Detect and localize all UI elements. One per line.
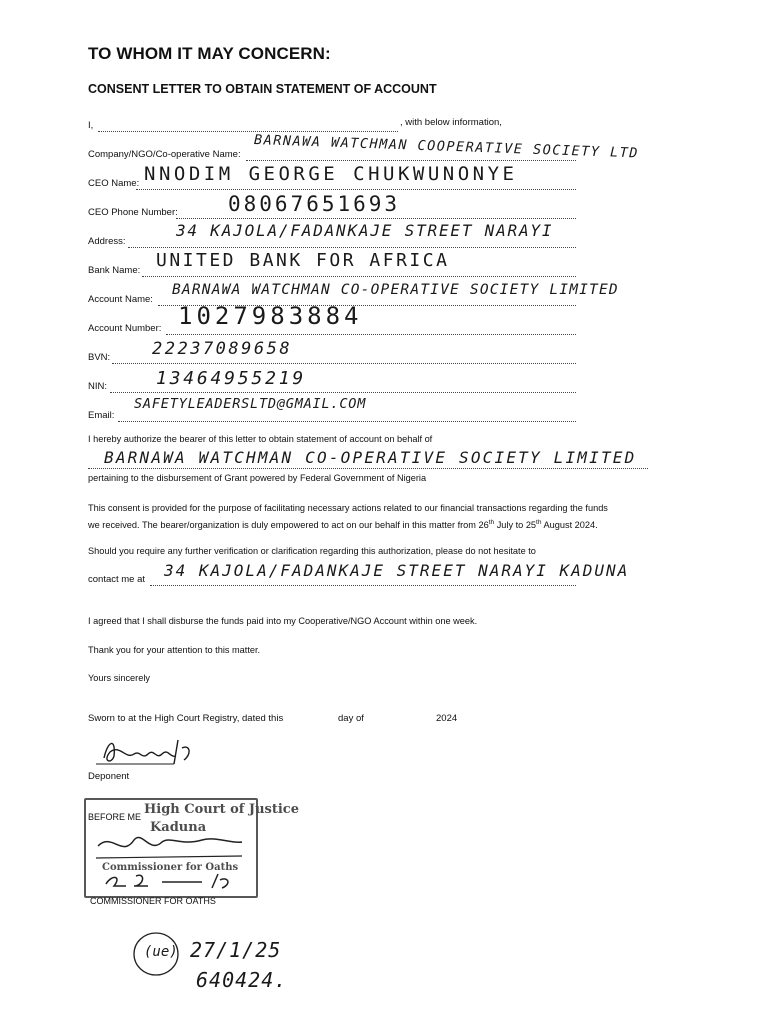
sworn-year: 2024 (436, 713, 458, 724)
bvn-value: 22237089658 (152, 339, 293, 359)
intro-name-line (98, 131, 398, 132)
annotation-initials: (ue) (144, 944, 178, 960)
authorize-entity-value: BARNAWA WATCHMAN CO-OPERATIVE SOCIETY LIMITED (104, 448, 637, 467)
sworn-day-of: day of (338, 713, 364, 724)
commissioner-label: COMMISSIONER FOR OATHS (90, 896, 216, 906)
ceo-name-line (136, 189, 576, 190)
intro-prefix: I, (88, 120, 94, 131)
ceo-phone-value: 08067651693 (228, 192, 401, 216)
account-number-value: 1027983884 (178, 302, 363, 330)
bank-name-label: Bank Name: (88, 265, 141, 276)
ceo-name-label: CEO Name: (88, 178, 140, 189)
disburse-text: I agreed that I shall disburse the funds paid into my Cooperative/NGO Account within one week. (88, 616, 478, 626)
email-line (118, 421, 576, 422)
bank-name-line (142, 276, 576, 277)
ceo-phone-label: CEO Phone Number: (88, 207, 178, 218)
bvn-line (112, 363, 576, 364)
annotation-date: 27/1/25 (190, 938, 282, 962)
address-label: Address: (88, 236, 126, 247)
account-name-label: Account Name: (88, 294, 153, 305)
thanks-text: Thank you for your attention to this matter. (88, 645, 261, 655)
letter-subheading: CONSENT LETTER TO OBTAIN STATEMENT OF ACCOUNT (88, 82, 437, 96)
verification-text: Should you require any further verification or clarification regarding this authorization, please do not hesitate to (88, 546, 536, 556)
address-value: 34 KAJOLA/FADANKAJE STREET NARAYI (176, 221, 554, 240)
intro-suffix: , with below information, (400, 117, 502, 128)
company-line (246, 160, 576, 161)
bvn-label: BVN: (88, 352, 111, 363)
email-label: Email: (88, 410, 115, 421)
bank-name-value: UNITED BANK FOR AFRICA (156, 250, 450, 271)
account-name-value: BARNAWA WATCHMAN CO-OPERATIVE SOCIETY LIMITED (172, 282, 619, 298)
consent-line-1: This consent is provided for the purpose of facilitating necessary actions related to our financial transactions regarding the funds (88, 503, 608, 513)
company-value: BARNAWA WATCHMAN COOPERATIVE SOCIETY LTD (253, 132, 640, 162)
authorize-line (88, 468, 648, 469)
company-label: Company/NGO/Co-operative Name: (88, 149, 241, 160)
stamp-line-3: Commissioner for Oaths (102, 862, 239, 873)
contact-label: contact me at (88, 574, 146, 585)
consent-line-2: we received. The bearer/organization is duly empowered to act on our behalf in this matter from 26th July to 25th August 2024. (88, 519, 598, 531)
nin-value: 13464955219 (156, 368, 307, 389)
deponent-signature (96, 734, 206, 770)
address-line (128, 247, 576, 248)
sworn-text: Sworn to at the High Court Registry, dated this (88, 713, 284, 724)
email-value: SAFETYLEADERSLTD@GMAIL.COM (134, 396, 367, 412)
ceo-name-value: NNODIM GEORGE CHUKWUNONYE (144, 163, 518, 185)
annotation-code: 640424. (196, 968, 288, 992)
pertaining-text: pertaining to the disbursement of Grant powered by Federal Government of Nigeria (88, 473, 427, 483)
yours-sincerely: Yours sincerely (88, 673, 150, 683)
stamp-line-2: Kaduna (150, 820, 207, 835)
ceo-phone-line (176, 218, 576, 219)
stamp-line-1: High Court of Justice (144, 802, 299, 817)
deponent-label: Deponent (88, 771, 130, 782)
letter-heading: TO WHOM IT MAY CONCERN: (88, 44, 331, 63)
contact-line (150, 585, 576, 586)
account-number-label: Account Number: (88, 323, 162, 334)
contact-value: 34 KAJOLA/FADANKAJE STREET NARAYI KADUNA (164, 561, 630, 580)
before-me-label: BEFORE ME (88, 812, 142, 822)
authorize-text: I hereby authorize the bearer of this letter to obtain statement of account on behalf of (88, 434, 433, 444)
account-number-line (166, 334, 576, 335)
nin-line (110, 392, 576, 393)
nin-label: NIN: (88, 381, 107, 392)
commissioner-signature (92, 828, 252, 898)
